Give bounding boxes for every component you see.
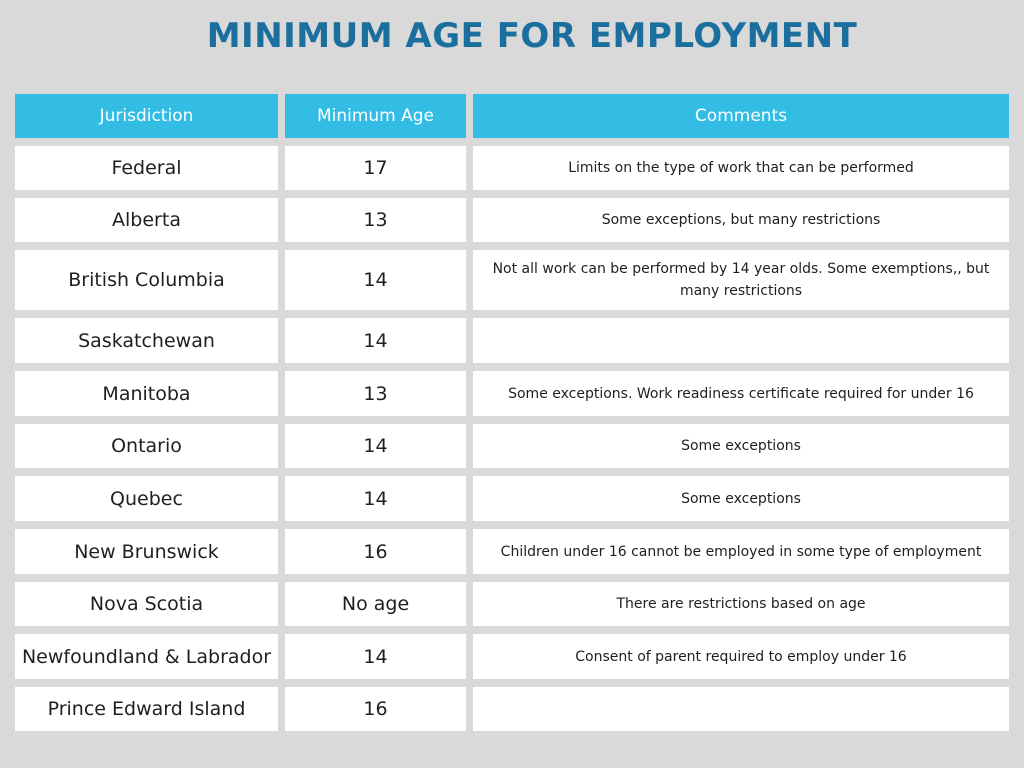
- cell-jurisdiction: Newfoundland & Labrador: [15, 634, 278, 679]
- header-minimum-age: Minimum Age: [285, 94, 466, 138]
- cell-minimum-age: 13: [285, 371, 466, 416]
- cell-minimum-age: 14: [285, 476, 466, 521]
- cell-minimum-age: No age: [285, 582, 466, 626]
- cell-jurisdiction: Nova Scotia: [15, 582, 278, 626]
- cell-minimum-age: 16: [285, 687, 466, 731]
- page-title: MINIMUM AGE FOR EMPLOYMENT: [206, 16, 858, 56]
- cell-jurisdiction: Manitoba: [15, 371, 278, 416]
- cell-comment: Children under 16 cannot be employed in some type of employment: [473, 529, 1009, 574]
- cell-jurisdiction: New Brunswick: [15, 529, 278, 574]
- cell-minimum-age: 14: [285, 318, 466, 363]
- cell-minimum-age: 14: [285, 634, 466, 679]
- cell-jurisdiction: Quebec: [15, 476, 278, 521]
- cell-minimum-age: 16: [285, 529, 466, 574]
- cell-minimum-age: 14: [285, 250, 466, 310]
- header-comments: Comments: [473, 94, 1009, 138]
- cell-minimum-age: 14: [285, 424, 466, 468]
- cell-jurisdiction: British Columbia: [15, 250, 278, 310]
- cell-comment: Not all work can be performed by 14 year olds. Some exemptions,, but many restrictions: [473, 250, 1009, 310]
- cell-comment: [473, 687, 1009, 731]
- cell-comment: Consent of parent required to employ under 16: [473, 634, 1009, 679]
- cell-comment: Some exceptions, but many restrictions: [473, 198, 1009, 242]
- cell-comment: [473, 318, 1009, 363]
- header-jurisdiction: Jurisdiction: [15, 94, 278, 138]
- cell-comment: Limits on the type of work that can be performed: [473, 146, 1009, 190]
- cell-jurisdiction: Federal: [15, 146, 278, 190]
- cell-jurisdiction: Ontario: [15, 424, 278, 468]
- cell-comment: There are restrictions based on age: [473, 582, 1009, 626]
- cell-jurisdiction: Saskatchewan: [15, 318, 278, 363]
- cell-minimum-age: 17: [285, 146, 466, 190]
- cell-comment: Some exceptions. Work readiness certificate required for under 16: [473, 371, 1009, 416]
- cell-jurisdiction: Alberta: [15, 198, 278, 242]
- cell-comment: Some exceptions: [473, 424, 1009, 468]
- cell-comment: Some exceptions: [473, 476, 1009, 521]
- cell-minimum-age: 13: [285, 198, 466, 242]
- cell-jurisdiction: Prince Edward Island: [15, 687, 278, 731]
